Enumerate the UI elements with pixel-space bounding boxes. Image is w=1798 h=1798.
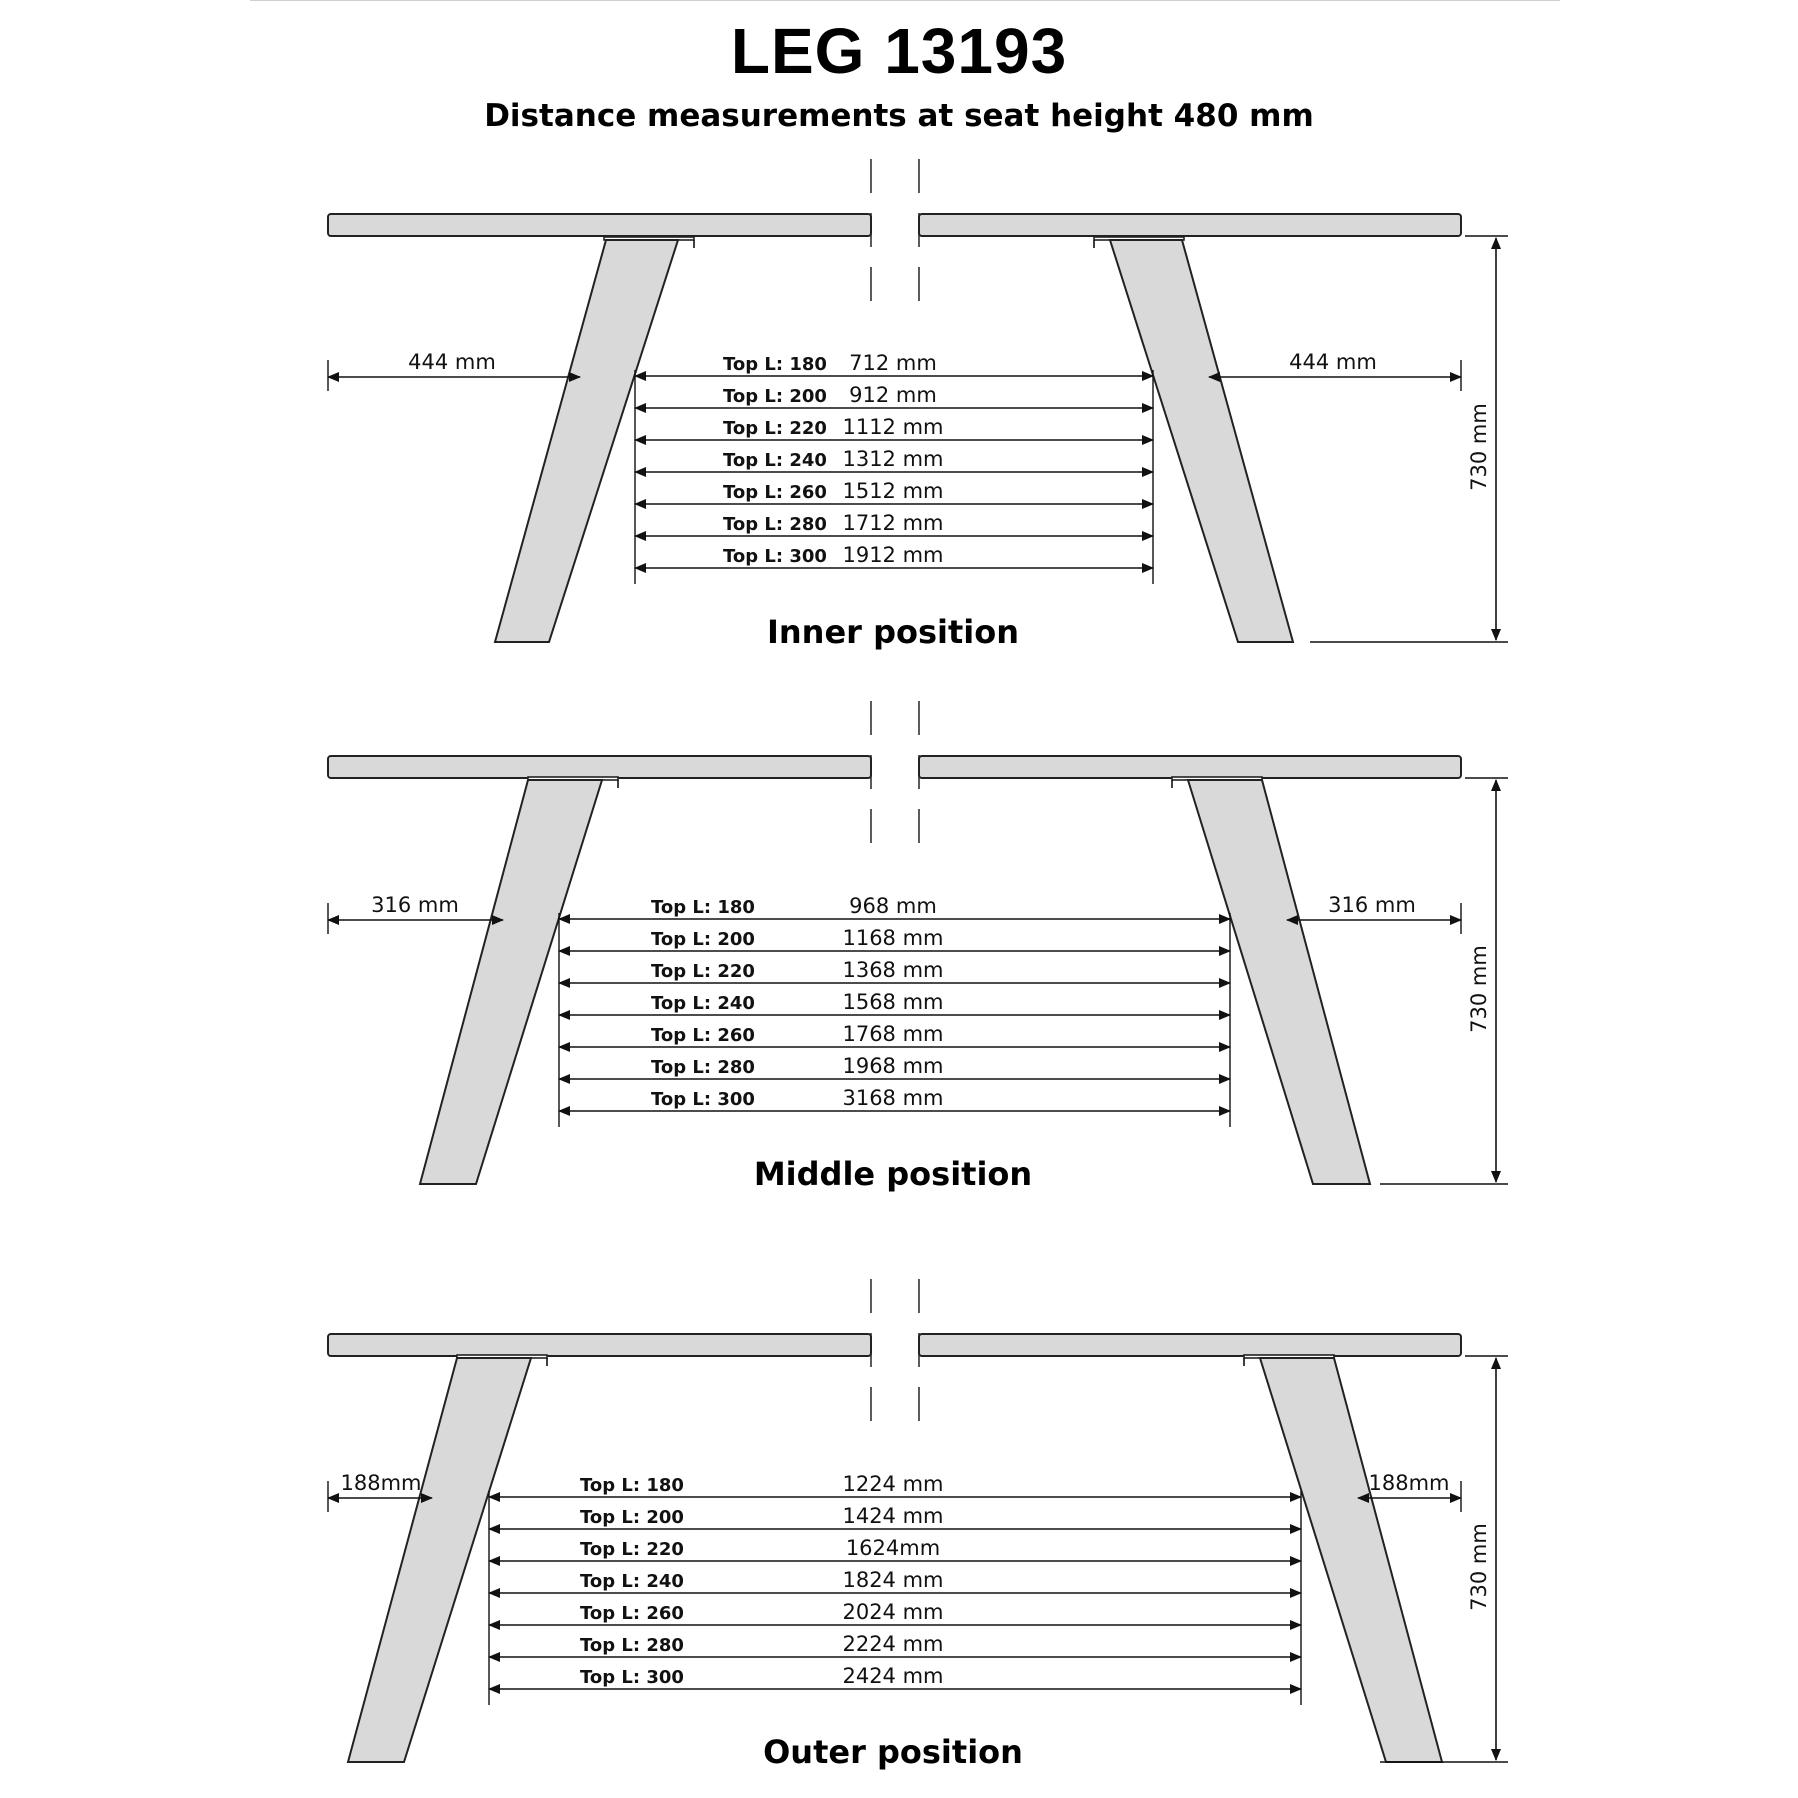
section-middle-position xyxy=(328,701,1508,1193)
offset-label-left: 188mm xyxy=(340,1471,422,1495)
distance-value: 1312 mm xyxy=(842,447,944,471)
top-length-label: Top L: 180 xyxy=(651,897,755,918)
distance-value: 712 mm xyxy=(849,351,937,375)
top-length-label: Top L: 240 xyxy=(723,450,827,471)
distance-value: 1224 mm xyxy=(842,1472,944,1496)
top-length-label: Top L: 260 xyxy=(580,1603,684,1624)
distance-value: 1424 mm xyxy=(842,1504,944,1528)
distance-value: 3168 mm xyxy=(842,1086,944,1110)
top-length-label: Top L: 200 xyxy=(580,1507,684,1528)
position-caption: Middle position xyxy=(753,1155,1033,1193)
page-subtitle: Distance measurements at seat height 480 mm xyxy=(484,98,1314,134)
tabletop-left xyxy=(328,1334,871,1356)
top-length-label: Top L: 200 xyxy=(651,929,755,950)
distance-value: 1968 mm xyxy=(842,1054,944,1078)
offset-label-left: 444 mm xyxy=(408,350,496,374)
offset-label-right: 444 mm xyxy=(1289,350,1377,374)
top-length-label: Top L: 240 xyxy=(651,993,755,1014)
leg-left xyxy=(420,780,602,1184)
distance-value: 1568 mm xyxy=(842,990,944,1014)
leg-right xyxy=(1110,240,1293,642)
distance-value: 1824 mm xyxy=(842,1568,944,1592)
position-caption: Inner position xyxy=(766,613,1020,651)
top-length-label: Top L: 300 xyxy=(651,1089,755,1110)
distance-value: 1912 mm xyxy=(842,543,944,567)
top-length-label: Top L: 220 xyxy=(651,961,755,982)
leg-right xyxy=(1188,780,1370,1184)
top-length-label: Top L: 280 xyxy=(651,1057,755,1078)
top-length-label: Top L: 260 xyxy=(651,1025,755,1046)
distance-value: 2424 mm xyxy=(842,1664,944,1688)
tabletop-left xyxy=(328,756,871,778)
distance-value: 1712 mm xyxy=(842,511,944,535)
offset-label-right: 316 mm xyxy=(1328,893,1416,917)
top-length-label: Top L: 180 xyxy=(580,1475,684,1496)
top-length-label: Top L: 260 xyxy=(723,482,827,503)
distance-value: 1368 mm xyxy=(842,958,944,982)
top-length-label: Top L: 280 xyxy=(580,1635,684,1656)
distance-value: 968 mm xyxy=(849,894,937,918)
distance-value: 2224 mm xyxy=(842,1632,944,1656)
top-length-label: Top L: 220 xyxy=(723,418,827,439)
top-length-label: Top L: 280 xyxy=(723,514,827,535)
tabletop-left xyxy=(328,214,871,236)
page-title: LEG 13193 xyxy=(730,15,1068,87)
distance-value: 1112 mm xyxy=(842,415,944,439)
section-inner-position xyxy=(328,159,1508,651)
tabletop-right xyxy=(919,756,1461,778)
top-length-label: Top L: 300 xyxy=(580,1667,684,1688)
distance-value: 1624mm xyxy=(845,1536,941,1560)
offset-label-left: 316 mm xyxy=(371,893,459,917)
distance-value: 912 mm xyxy=(849,383,937,407)
distance-value: 1168 mm xyxy=(842,926,944,950)
offset-label-right: 188mm xyxy=(1368,1471,1450,1495)
section-outer-position xyxy=(328,1279,1508,1771)
tabletop-right xyxy=(919,1334,1461,1356)
distance-value: 2024 mm xyxy=(842,1600,944,1624)
top-length-label: Top L: 240 xyxy=(580,1571,684,1592)
leg-left xyxy=(495,240,678,642)
top-length-label: Top L: 300 xyxy=(723,546,827,567)
top-length-label: Top L: 180 xyxy=(723,354,827,375)
distance-value: 1512 mm xyxy=(842,479,944,503)
distance-value: 1768 mm xyxy=(842,1022,944,1046)
top-length-label: Top L: 200 xyxy=(723,386,827,407)
tabletop-right xyxy=(919,214,1461,236)
position-caption: Outer position xyxy=(763,1733,1023,1771)
height-label: 730 mm xyxy=(1467,403,1491,491)
height-label: 730 mm xyxy=(1467,945,1491,1033)
leg-right xyxy=(1260,1358,1442,1762)
leg-left xyxy=(348,1358,531,1762)
height-label: 730 mm xyxy=(1467,1523,1491,1611)
top-length-label: Top L: 220 xyxy=(580,1539,684,1560)
